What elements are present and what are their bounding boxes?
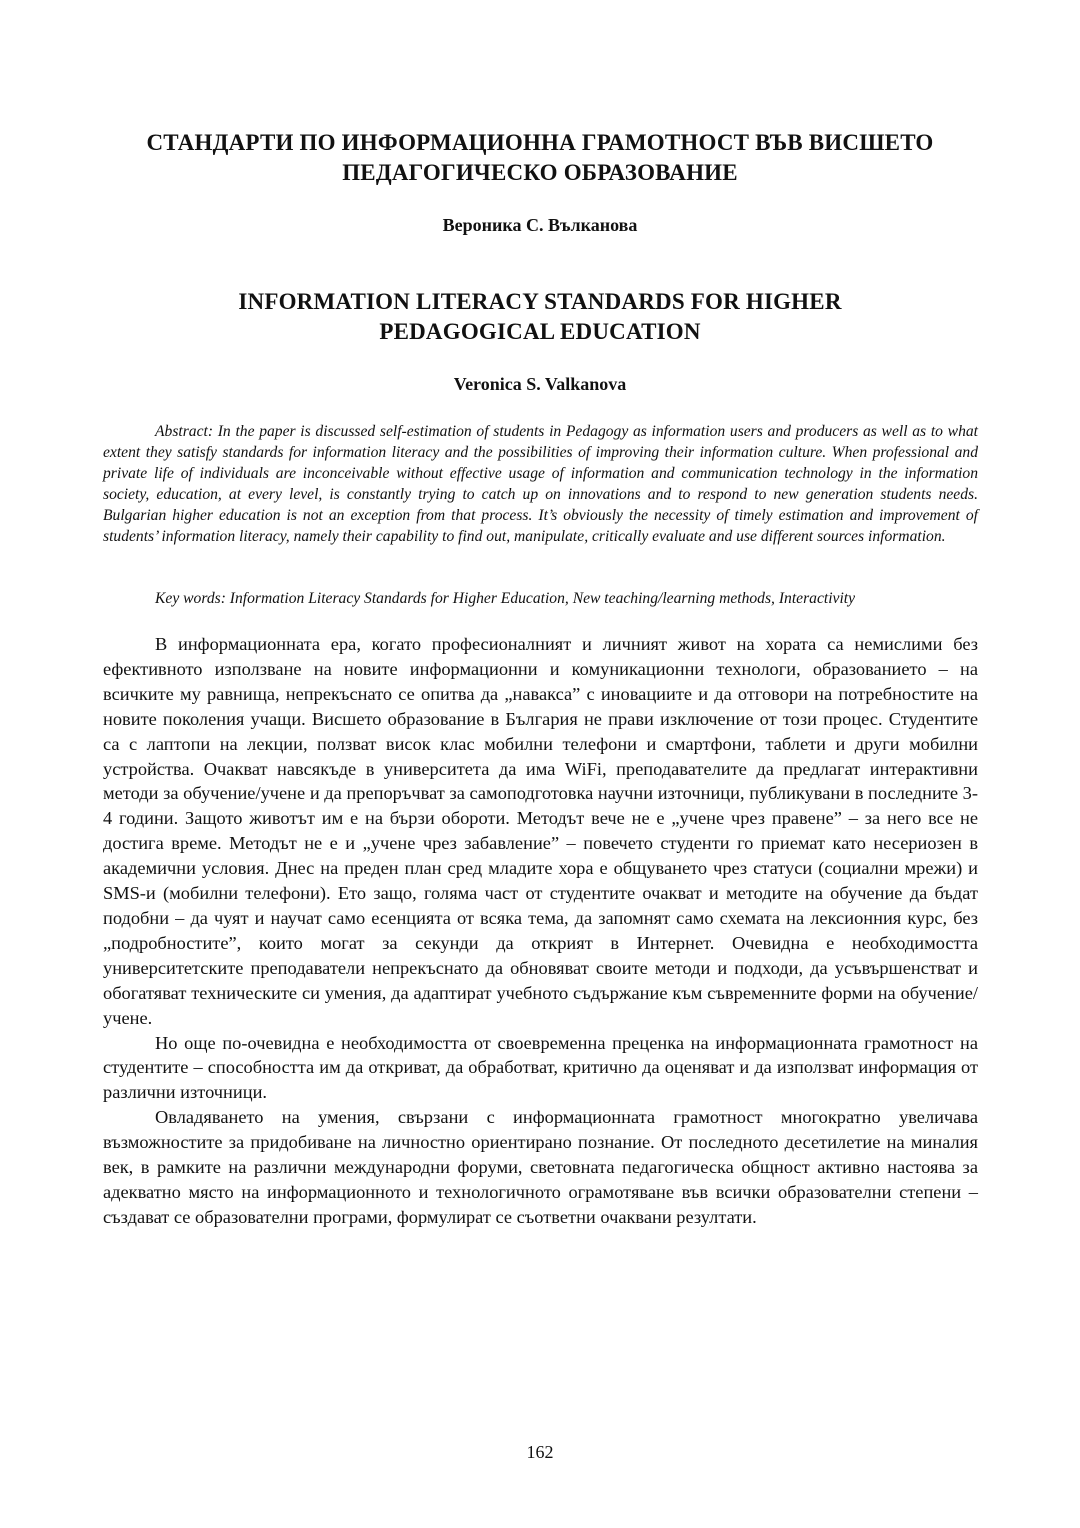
author-bulgarian: Вероника С. Вълканова [442, 215, 638, 235]
title-bulgarian-line-2: ПЕДАГОГИЧЕСКО ОБРАЗОВАНИЕ [342, 160, 738, 185]
author-english: Veronica S. Valkanova [453, 374, 627, 394]
body-paragraph-2: Но още по-очевидна е необходимостта от своевременна преценка на информационната грамотност на студентите – способността им да откриват, да обработват, критично да оценяват и да използват информация от различни източници. [103, 1032, 978, 1103]
title-english-line-2: PEDAGOGICAL EDUCATION [379, 319, 701, 344]
keywords: Key words: Information Literacy Standards for Higher Education, New teaching/learning methods, Interactivity [155, 590, 856, 607]
body-text [103, 632, 978, 1230]
title-bulgarian [60, 128, 1020, 188]
title-english-line-1: INFORMATION LITERACY STANDARDS FOR HIGHER [238, 289, 842, 314]
abstract: Abstract: In the paper is discussed self-estimation of students in Pedagogy as information users and producers as well as to what extent they satisfy standards for information literacy and the possibilities of improving their information culture. When professional and private life of individuals are inconceivable without effective usage of information and communication technology in the information society, education, at every level, is constantly trying to catch up on innovations and to respond to new generation students needs. Bulgarian higher education is not an exception from that process. It’s obviously the necessity of timely estimation and improvement of students’ information literacy, namely their capability to find out, manipulate, critically evaluate and use different sources information. [103, 423, 978, 545]
body-paragraph-1: В информационната ера, когато професионалният и личният живот на хората са немислими без ефективното използване на новите информационни и комуникационни технологи, образованието – на всичките му равнища, непрекъснато се опитва да „навакса” с иновациите и да отговори на потребностите на новите поколения учащи. Висшето образование в България не прави изключение от този процес. Студентите са с лаптопи на лекции, ползват висок клас мобилни телефони и смартфони, таблети и други мобилни устройства. Очакват навсякъде в университета да има WiFi, преподавателите да предлагат интерактивни методи за обучение/учене и да препоръчват за самоподготовка научни източници, публикувани в последните 3-4 години. Защото животът им е на бързи обороти. Методът вече не е „учене чрез правене” – за него все не достига време. Методът не е и „учене чрез забавление” – повечето студенти го приемат като несериозен в академични условия. Днес на преден план сред младите хора е общуването чрез статуси (социални мрежи) и SMS-и (мобилни телефони). Ето защо, голяма част от студентите очакват и методите на обучение да бъдат подобни – да чуят и научат само есенцията от всяка тема, да запомнят само схемата на лексионния курс, без „подробностите”, които могат за секунди да открият в Интернет. Очевидна е необходимостта университетските преподаватели непрекъснато да обновяват своите методи и подходи, да усъвършенстват и обогатяват техническите си умения, да адаптират учебното съдържание към съвременните форми на обучение/учене. [103, 634, 978, 1028]
title-english [60, 287, 1020, 347]
title-bulgarian-line-1: СТАНДАРТИ ПО ИНФОРМАЦИОННА ГРАМОТНОСТ ВЪВ ВИСШЕТО [146, 130, 934, 155]
page-number: 162 [526, 1442, 554, 1462]
body-paragraph-3: Овладяването на умения, свързани с информационната грамотност многократно увеличава възможностите за придобиване на личностно ориентирано познание. От последното десетилетие на миналия век, в рамките на различни международни форуми, световната педагогическа общност активно настоява за адекватно място на информационното и технологичното ограмотяване във всички образователни степени – създават се образователни програми, формулират се съответни очаквани резултати. [103, 1107, 978, 1227]
